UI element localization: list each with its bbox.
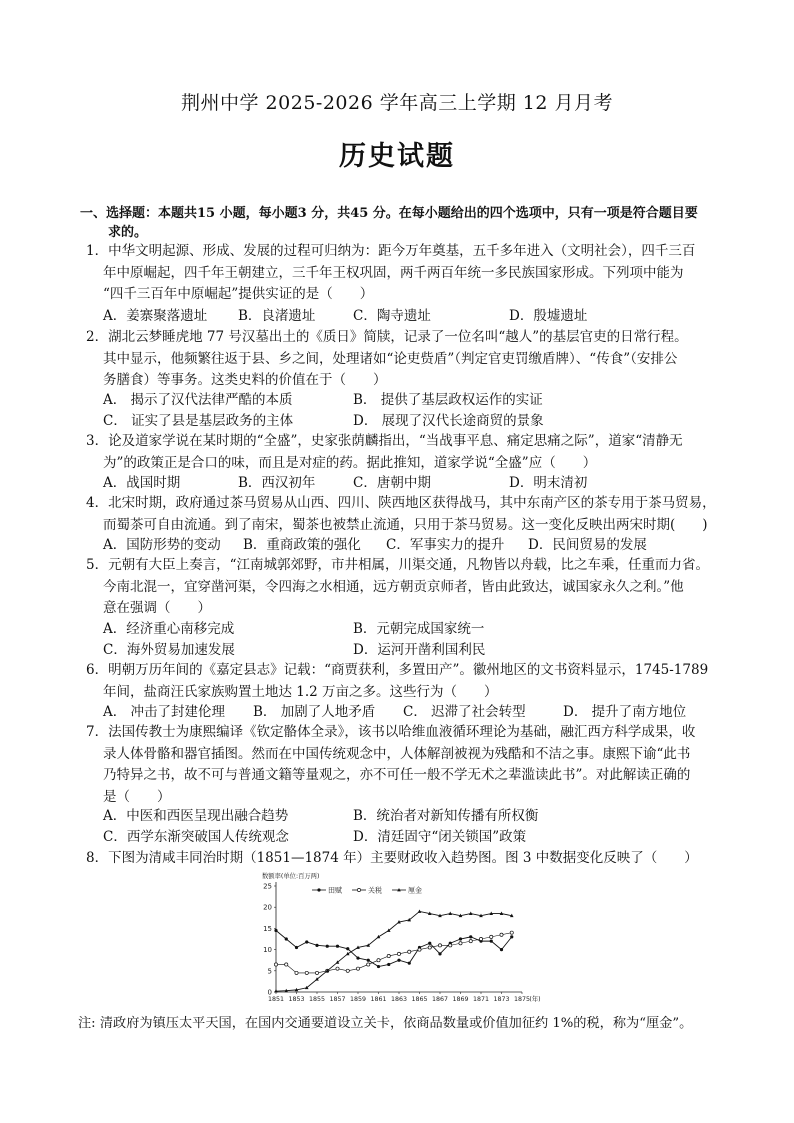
y-tick-label: 10 [263,946,272,955]
option-a[interactable]: A．姜寨聚落遗址 [103,308,208,324]
data-point [459,937,462,940]
option-c[interactable]: C． 迟滞了社会转型 [403,704,526,720]
option-d[interactable]: D．民间贸易的发展 [528,537,647,553]
section-line-1: 一、选择题：本题共15 小题，每小题3 分，共45 分。在每小题给出的四个选项中，只有一项是符合题目要 [80,206,698,221]
y-tick-label: 20 [263,903,272,912]
data-point [459,942,462,945]
option-d[interactable]: D．运河开凿利国利民 [353,642,486,658]
option-a[interactable]: A．国防形势的变动 [103,537,221,553]
data-point [469,912,473,915]
x-tick-label: 1861 [370,996,387,1003]
data-point [449,944,452,947]
y-tick-label: 5 [267,967,272,976]
question-line: 8．下图为清咸丰同治时期（1851—1874 年）主要财政收入趋势图。图 3 中数据变化反映了（ ） [86,850,698,866]
data-point [387,963,390,966]
question-line: 而蜀茶可自由流通。到了南宋，蜀茶也被禁止流通，只用于茶马贸易。这一变化反映出两宋时期( ) [103,516,708,533]
x-tick-label: 1867 [431,996,449,1003]
data-point [387,954,390,957]
question-line: 录人体骨骼和器官插图。然而在中国传统观念中，人体解剖被视为残酷和不洁之事。康熙下谕“此书 [103,745,691,762]
section-line-2: 求的。 [108,225,148,240]
data-point [285,937,288,940]
x-tick-label: 1853 [288,996,305,1003]
data-point [274,929,277,932]
data-point [397,959,400,962]
data-point [346,947,349,950]
option-d[interactable]: D． 提升了南方地位 [563,704,687,720]
data-point [418,948,421,951]
data-point [510,935,513,938]
data-point [336,945,339,948]
x-tick-label: 1859 [349,996,367,1003]
data-point [274,963,277,966]
question-6 [86,660,736,703]
option-a[interactable]: A．中医和西医呈现出融合趋势 [103,808,289,824]
question-8 [86,848,736,870]
data-point [448,912,452,915]
series-line-田赋 [276,931,512,967]
x-tick-label: 1875 [513,996,531,1003]
question-line: 意在强调（ ） [103,600,211,616]
data-point [438,952,441,955]
data-point [305,971,308,974]
series-line-厘金 [276,911,512,991]
question-5 [86,555,736,620]
data-point [500,948,503,951]
option-c[interactable]: C．唐朝中期 [353,475,431,491]
data-point [428,942,431,945]
legend-label: 厘金 [408,886,422,895]
footnote: 注: 清政府为镇压太平天国，在国内交通要道设立关卡，依商品数量或价值加征约 1%的税，称为“厘金”。 [78,1016,693,1031]
option-b[interactable]: B．重商政策的强化 [243,537,361,553]
x-tick-label: 1871 [472,996,490,1003]
legend-label: 关税 [368,886,382,895]
data-point [438,944,441,947]
data-point [490,935,493,938]
option-a[interactable]: A．经济重心南移完成 [103,621,235,637]
option-b[interactable]: B．统治者对新知传播有所权衡 [353,808,539,824]
option-d[interactable]: D．殷墟遗址 [509,308,588,324]
question-4 [86,493,736,536]
question-line: 务膳食）等事务。这类史料的价值在于（ ） [103,372,387,388]
data-point [285,963,288,966]
question-1 [86,241,736,306]
data-point [408,950,411,953]
question-line: 其中显示，他频繁往返于县、乡之间，处理诸如“论吏赀盾”（判定官吏罚缴盾牌）、“传食”（安排公 [103,350,678,367]
x-tick-label: 1873 [493,996,510,1003]
option-a[interactable]: A． 揭示了汉代法律严酷的本质 [103,392,293,408]
data-point [479,937,482,940]
question-line: 7．法国传教士为康熙编译《钦定骼体全录》，该书以哈维血液循环理论为基础，融汇西方科学成果，收 [86,724,696,740]
data-point [469,935,472,938]
y-tick-label: 0 [267,988,272,997]
data-point [469,940,472,943]
option-a[interactable]: A．战国时期 [103,475,181,491]
question-line: 年中原崛起，四千年王朝建立，三千年王权巩固，两千两百年统一多民族国家形成。下列项中能为 [103,264,684,281]
y-tick-label: 25 [263,882,272,891]
option-c[interactable]: C．西学东渐突破国人传统观念 [103,829,289,845]
x-tick-label: 1851 [267,996,285,1003]
question-line: 为”的政策正是合口的味，而且是对症的药。据此推知，道家学说“全盛”应（ ） [103,454,597,471]
data-point [315,971,318,974]
option-b[interactable]: B．元朝完成国家统一 [353,621,485,637]
subject-title: 历史试题 [339,141,455,172]
y-axis-label: 数额率(单位:百万两) [262,873,320,880]
question-line: 3．论及道家学说在某时期的“全盛”，史家张荫麟指出，“当战事平息、痛定思痛之际”，道家“清静无 [86,433,683,449]
data-point [315,944,318,947]
option-c[interactable]: C．海外贸易加速发展 [103,642,235,658]
x-tick-label: 1857 [329,996,346,1003]
data-point [346,969,349,972]
question-line: 年间，盐商汪氏家族购置土地达 1.2 万亩之多。这些行为（ ） [103,683,498,700]
legend-marker [317,888,320,891]
data-point [428,946,431,949]
data-point [305,940,308,943]
data-point [295,971,298,974]
option-c[interactable]: C． 证实了县是基层政务的主体 [103,413,294,429]
data-point [356,956,359,959]
option-b[interactable]: B．良渚遗址 [238,308,316,324]
option-c[interactable]: C．军事实力的提升 [386,537,505,553]
question-7 [86,722,736,808]
option-b[interactable]: B． 提供了基层政权运作的实证 [353,392,543,408]
data-point [377,959,380,962]
option-a[interactable]: A． 冲击了封建伦理 [103,704,226,720]
legend-marker [357,888,360,891]
section-instructions [80,204,740,242]
question-line: 今南北混一，宜穿凿河渠，令四海之水相通，远方朝贡京师者，皆由此致达，诚国家永久之利。”他 [103,578,684,595]
data-point [510,931,513,934]
question-line: “四千三百年中原崛起”提供实证的是（ ） [103,286,374,302]
data-point [408,962,411,965]
question-line: 5．元朝有大臣上奏言，“江南城郭郊野，市井相属，川渠交通，凡物皆以舟载，比之车乘，任重而力省。 [86,557,709,573]
question-line: 是（ ） [103,788,171,805]
data-point [336,967,339,970]
question-3 [86,431,736,474]
series-line-关税 [276,933,512,973]
x-axis-label: (年) [529,996,541,1003]
data-point [418,909,422,912]
exam-title: 荆州中学 2025-2026 学年高三上学期 12 月月考 [181,92,613,114]
data-point [367,963,370,966]
option-c[interactable]: C．陶寺遗址 [353,308,431,324]
x-tick-label: 1855 [308,996,326,1003]
data-point [500,933,503,936]
option-d[interactable]: D． 展现了汉代长途商贸的景象 [353,413,544,429]
option-b[interactable]: B． 加剧了人地矛盾 [253,704,376,720]
x-tick-label: 1865 [411,996,428,1003]
data-point [326,945,329,948]
legend-label: 田赋 [328,886,342,895]
option-d[interactable]: D．清廷固守“闭关锁国”政策 [353,829,527,845]
fiscal-revenue-chart [252,872,548,1004]
question-line: 1．中华文明起源、形成、发展的过程可归纳为：距今万年奠基，五千多年进入（文明社会），四千三百 [86,243,696,259]
data-point [490,940,493,943]
data-point [295,946,298,949]
x-tick-label: 1869 [452,996,469,1003]
data-point [397,952,400,955]
data-point [356,967,359,970]
y-tick-label: 15 [263,924,272,933]
data-point [367,959,370,962]
question-line: 乃特异之书，故不可与普通文籍等量观之，亦不可任一般不学无术之辈滥读此书”。对此解读正确的 [103,767,691,783]
option-d[interactable]: D．明末清初 [509,475,588,491]
option-b[interactable]: B．西汉初年 [238,475,316,491]
data-point [377,965,380,968]
question-line: 4．北宋时期，政府通过茶马贸易从山西、四川、陕西地区获得战马，其中东南产区的茶专用于茶马贸易， [86,495,716,511]
question-2 [86,327,736,392]
question-line: 2．湖北云梦睡虎地 77 号汉墓出土的《质日》简牍，记录了一位名叫“越人”的基层官吏的日常行程。 [86,329,688,345]
question-line: 6．明朝万历年间的《嘉定县志》记载：“商贾获利，多置田产”。徽州地区的文书资料显示，1745-1789 [86,662,709,678]
x-tick-label: 1863 [390,996,408,1003]
